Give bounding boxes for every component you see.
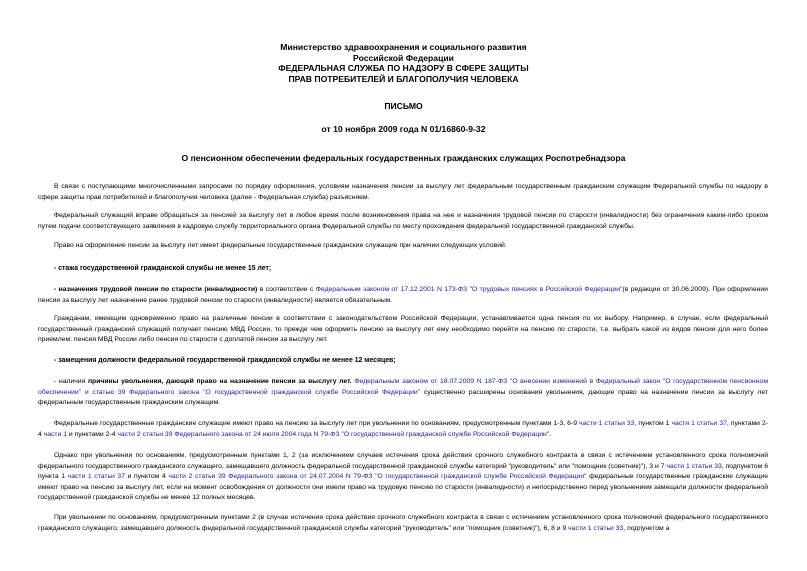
doc-date: от 10 ноября 2009 года N 01/16860-9-32 (321, 124, 486, 134)
exceptions-text-d: федеральные государственные гражданские служащие имеют право на пенсию за выслугу лет, если на момент освобождения от должности они имели право на трудовую пенсию по старости (инвалидности) и непосредственно перед увольнением замещали должности федеральной государственной гражданской службы не менее 12 полных месяцев. (38, 473, 768, 501)
dismissal-bold: причины увольнения, дающей право на назначение пенсии за выслугу лет. (87, 378, 352, 385)
paragraph-dismissal-other (38, 513, 768, 534)
exceptions-text-a: Однако при увольнении по основаниям, предусмотренным пунктами 1, 2 (за исключением случаев истечения срока действия срочного служебного контракта в связи с истечением установленного срока полномочий федерального государственного гражданского служащего, замещавшего должность федеральной государственной гражданской службы категорий "руководитель" или "помощник (советник)"), 3 и 7 (38, 452, 768, 470)
exceptions-text-b: , подпунктом 6 пункта 1 (38, 462, 768, 480)
law-187-link[interactable]: Федеральным законом от 18.07.2009 N 187-ФЗ "О внесении изменений в Федеральный закон "О государственном пенсионном обеспечении" и статью 39 Федерального закона "О государственной гражданской службе Российской Федерации" (38, 378, 768, 396)
ministry-line-2: Российской Федерации (353, 52, 454, 63)
paragraph-1: В связи с поступающими многочисленными запросами по порядку оформления, условиям назначения пенсии за выслугу лет федеральным государственным гражданским служащим Федеральной службы по надзору в сфере защиты прав потребителей и благополучия человека (далее - Федеральная служба) разъясняем. (38, 183, 768, 201)
condition-dismissal-reason (38, 377, 768, 409)
grounds-text-b: , пунктом 1 (634, 420, 672, 427)
condition-pension-bold: - назначения трудовой пенсии по старости (инвалидности) (54, 286, 258, 293)
ministry-title (0, 42, 807, 84)
service-line-2: ПРАВ ПОТРЕБИТЕЛЕЙ И БЛАГОПОЛУЧИЯ ЧЕЛОВЕКА (288, 73, 519, 84)
paragraph-3: Право на оформление пенсии за выслугу лет имеет федеральные государственные гражданские служащие при наличии следующих условий: (54, 242, 507, 249)
exceptions-text-c: и пунктом 4 (124, 473, 169, 480)
exceptions-art37-link[interactable]: части 1 статьи 37 (67, 473, 125, 480)
law-79-link[interactable]: части 2 статьи 39 Федерального закона от 24 июля 2004 года N 79-ФЗ "О государственной гражданской службе Российской Федерации" (117, 430, 550, 438)
dismissal-text: существенно расширены основания увольнения, дающие право на назначение пенсии за выслугу лет федеральным государственным гражданским служащим. (38, 388, 768, 406)
exceptions-art33-link[interactable]: части 1 статьи 33 (666, 462, 722, 470)
dismissal-prefix: - наличия (54, 378, 88, 385)
grounds-text-c: , пунктами 2-4 (38, 420, 768, 438)
paragraph-2: Федеральный служащий вправе обращаться за пенсией за выслугу лет в любое время после возникновения права на нее и назначения трудовой пенсии по старости (инвалидности) без ограничения каким-либо сроком путем подачи соответствующего заявления в кадровую службу территориального органа Федеральной службы по месту прохождения федеральной государственной гражданской службы. (38, 212, 768, 230)
condition-pension-text-b: (в редакции от 30.06.2009). При оформлении пенсии за выслугу лет назначение ранее трудовой пенсии по старости (инвалидности) является обязательным. (38, 286, 768, 304)
condition-service-length: - стажа государственной гражданской службы не менее 15 лет; (54, 265, 272, 272)
condition-pension-text-a: в соответствии с (257, 286, 316, 293)
art33-link[interactable]: части 1 статьи 33 (578, 420, 635, 427)
paragraph-dismissal-grounds (38, 419, 768, 440)
other-text-a: При увольнении по основаниям, предусмотренным пунктами 2 (в случае истечения срока действия срочного служебного контракта в связи с истечением установленного срока полномочий федерального государственного гражданского служащего, замещавшего должность федеральной государственной гражданской службы категорий "руководитель" или "помощник (советник)"), 6, 8 и 9 (38, 514, 768, 532)
condition-position-12-months: - замещения должности федеральной государственной гражданской службы не менее 12 месяцев; (54, 357, 396, 364)
other-text-b: , подпунктом а (623, 524, 670, 532)
grounds-text-d: и пунктами 2-4 (66, 430, 118, 438)
other-art33-link[interactable]: части 1 статьи 33 (568, 524, 624, 532)
condition-pension (38, 285, 768, 306)
paragraph-exceptions (38, 451, 768, 504)
grounds-text-e: . (549, 430, 552, 438)
grounds-text-a: Федеральные государственные гражданские служащие имеют право на пенсию за выслугу лет при увольнении по основаниям, предусмотренным пунктами 1-3, 6-9 (54, 420, 579, 427)
exceptions-law-79-link[interactable]: части 2 статьи 39 Федерального закона от 24.07.2004 N 79-ФЗ "О государственной гражданской службе Российской Федерации" (168, 473, 587, 480)
doc-subject: О пенсионном обеспечении федеральных государственных гражданских служащих Роспотребнадзора (181, 153, 626, 163)
art37-link[interactable]: части 1 статьи 37 (671, 420, 727, 427)
paragraph-pension-choice: Гражданам, имеющим одновременно право на различные пенсии в соответствии с законодательством Российской Федерации, устанавливается одна пенсия по их выбору. Например, в случае, если федеральный государственный гражданский служащий получает пенсию МВД России, то прежде чем оформить пенсию за выслугу лет ему необходимо перейти на пенсию по старости, т.е. выбрать какой из видов пенсии для него более приемлем: пенсия МВД России либо пенсия по старости с доплатой пенсии за выслугу лет. (38, 315, 768, 343)
service-line-1: ФЕДЕРАЛЬНАЯ СЛУЖБА ПО НАДЗОРУ В СФЕРЕ ЗАЩИТЫ (278, 63, 529, 73)
law-173-link[interactable]: Федеральным законом от 17.12.2001 N 173-ФЗ "О трудовых пенсиях в Российской Федерации" (315, 286, 623, 293)
art39-part1-link[interactable]: части 1 (43, 430, 67, 438)
ministry-line-1: Министерство здравоохранения и социального развития (280, 42, 527, 52)
doc-type: ПИСЬМО (384, 101, 423, 111)
